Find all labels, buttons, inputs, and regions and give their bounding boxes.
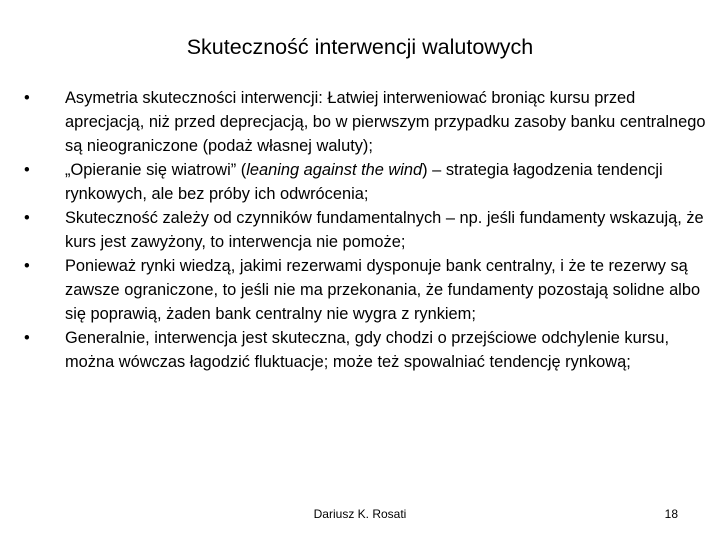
bullet-marker: • — [24, 209, 30, 227]
bullet-marker: • — [24, 161, 30, 179]
bullet-marker: • — [24, 329, 30, 347]
bullet-text: Skuteczność zależy od czynników fundamentalnych – np. jeśli fundamenty wskazują, że kurs jest zawyżony, to interwencja nie pomoże; — [65, 209, 704, 251]
bullet-list — [24, 86, 708, 374]
bullet-item — [24, 86, 708, 158]
bullet-text: Generalnie, interwencja jest skuteczna, gdy chodzi o przejściowe odchylenie kursu, można wówczas łagodzić fluktuacje; może też spowalniać tendencję rynkową; — [65, 329, 670, 371]
bullet-item — [24, 206, 708, 254]
bullet-text: Ponieważ rynki wiedzą, jakimi rezerwami dysponuje bank centralny, i że te rezerwy są zawsze ograniczone, to jeśli nie ma przekonania, że fundamenty pozostają solidne albo się poprawią, żaden bank centralny nie wygra z rynkiem; — [65, 257, 701, 323]
footer-author: Dariusz K. Rosati — [313, 507, 407, 521]
bullet-item — [24, 158, 708, 206]
bullet-text — [65, 158, 708, 206]
page-number: 18 — [664, 507, 678, 521]
bullet-text-post: ) – strategia łagodzenia tendencji rynkowych, ale bez próby ich odwrócenia; — [65, 161, 663, 203]
bullet-marker: • — [24, 89, 30, 107]
slide-title: Skuteczność interwencji walutowych — [186, 35, 534, 59]
bullet-text: Asymetria skuteczności interwencji: Łatwiej interweniować broniąc kursu przed aprecjacją, niż przed deprecjacją, bo w pierwszym przypadku zasoby banku centralnego są nieograniczone (podaż własnej waluty); — [65, 89, 706, 155]
bullet-item — [24, 326, 708, 374]
bullet-marker: • — [24, 257, 30, 275]
bullet-text-italic: leaning against the wind — [246, 161, 423, 179]
bullet-item — [24, 254, 708, 326]
bullet-text-pre: „Opieranie się wiatrowi” ( — [65, 161, 247, 179]
